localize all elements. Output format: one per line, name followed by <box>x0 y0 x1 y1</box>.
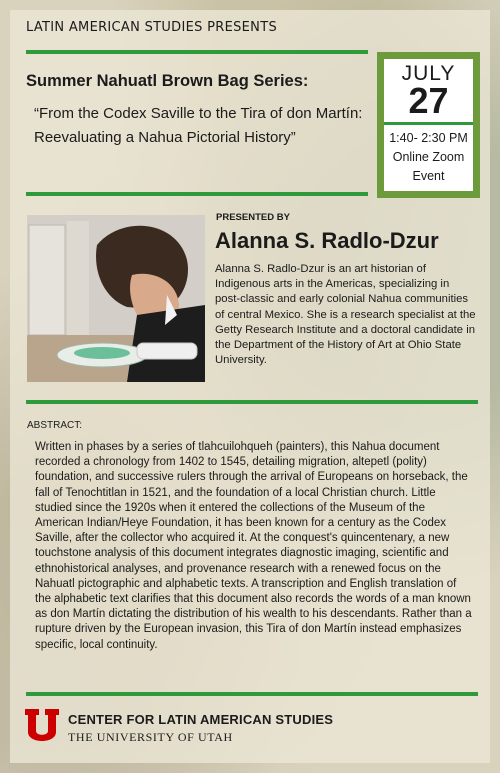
speaker-photo <box>27 215 205 382</box>
center-name: CENTER FOR LATIN AMERICAN STUDIES <box>68 712 334 727</box>
speaker-bio: Alanna S. Radlo-Dzur is an art historian of Indigenous arts in the Americas, specializing in post-classic and early colonial Nahua communities of central Mexico. She is a research specialist at the Getty Research Institute and a doctoral candidate in the Department of the History of Art at Ohio State University. <box>215 263 476 367</box>
university-name: THE UNIVERSITY OF UTAH <box>68 730 233 744</box>
event-month: JULY <box>401 62 456 85</box>
presented-by-label: PRESENTED BY <box>216 212 290 223</box>
event-time: 1:40- 2:30 PM <box>389 131 468 145</box>
abstract-text: Written in phases by a series of tlahcuilohqueh (painters), this Nahua document recorded a chronology from 1402 to 1545, detailing migration, altepetl (polity) foundation, and successive rulers through the arrival of Europeans on horseback, the fall of Tenochtitlan in 1521, and the foundation of a local Christian church. Little studied since the 1920s when it entered the collections of the Museum of the American Indian/Heye Foundation, it has been known for a century as the Codex Saville, after the collector who acquired it. At the conquest's quincentenary, a new touchstone analysis of this document integrates diagnostic imaging, scientific and ethnohistorical analyses, and provenance research with a renewed focus on the Nahuatl pictographic and alphabetic texts. A transcription and English translation of the alphabetic text clarifies that this document also records the words of a man known as don Martín dictating the distribution of his wealth to his descendants. Rather than a rupture driven by the European invasion, this Tira of don Martín instead emphasizes specific, local continuity. <box>35 441 472 651</box>
event-location-line1: Online Zoom <box>392 150 465 164</box>
event-day: 27 <box>408 80 449 121</box>
divider-top <box>26 50 368 54</box>
presenter-org: LATIN AMERICAN STUDIES PRESENTS <box>26 20 277 35</box>
abstract-label: ABSTRACT: <box>27 420 83 431</box>
talk-title: “From the Codex Saville to the Tira of don Martín: Reevaluating a Nahua Pictorial History” <box>34 105 363 146</box>
university-of-utah-logo-icon <box>23 707 61 749</box>
series-title: Summer Nahuatl Brown Bag Series: <box>26 72 309 90</box>
divider-above-abstract <box>26 400 478 404</box>
event-location-line2: Event <box>412 169 445 183</box>
date-box <box>377 52 480 198</box>
date-card <box>384 59 473 191</box>
divider-below-title <box>26 192 368 196</box>
speaker-photo-illustration <box>27 215 205 382</box>
divider-above-footer <box>26 692 478 696</box>
date-divider <box>384 122 473 125</box>
speaker-name: Alanna S. Radlo-Dzur <box>215 228 439 253</box>
